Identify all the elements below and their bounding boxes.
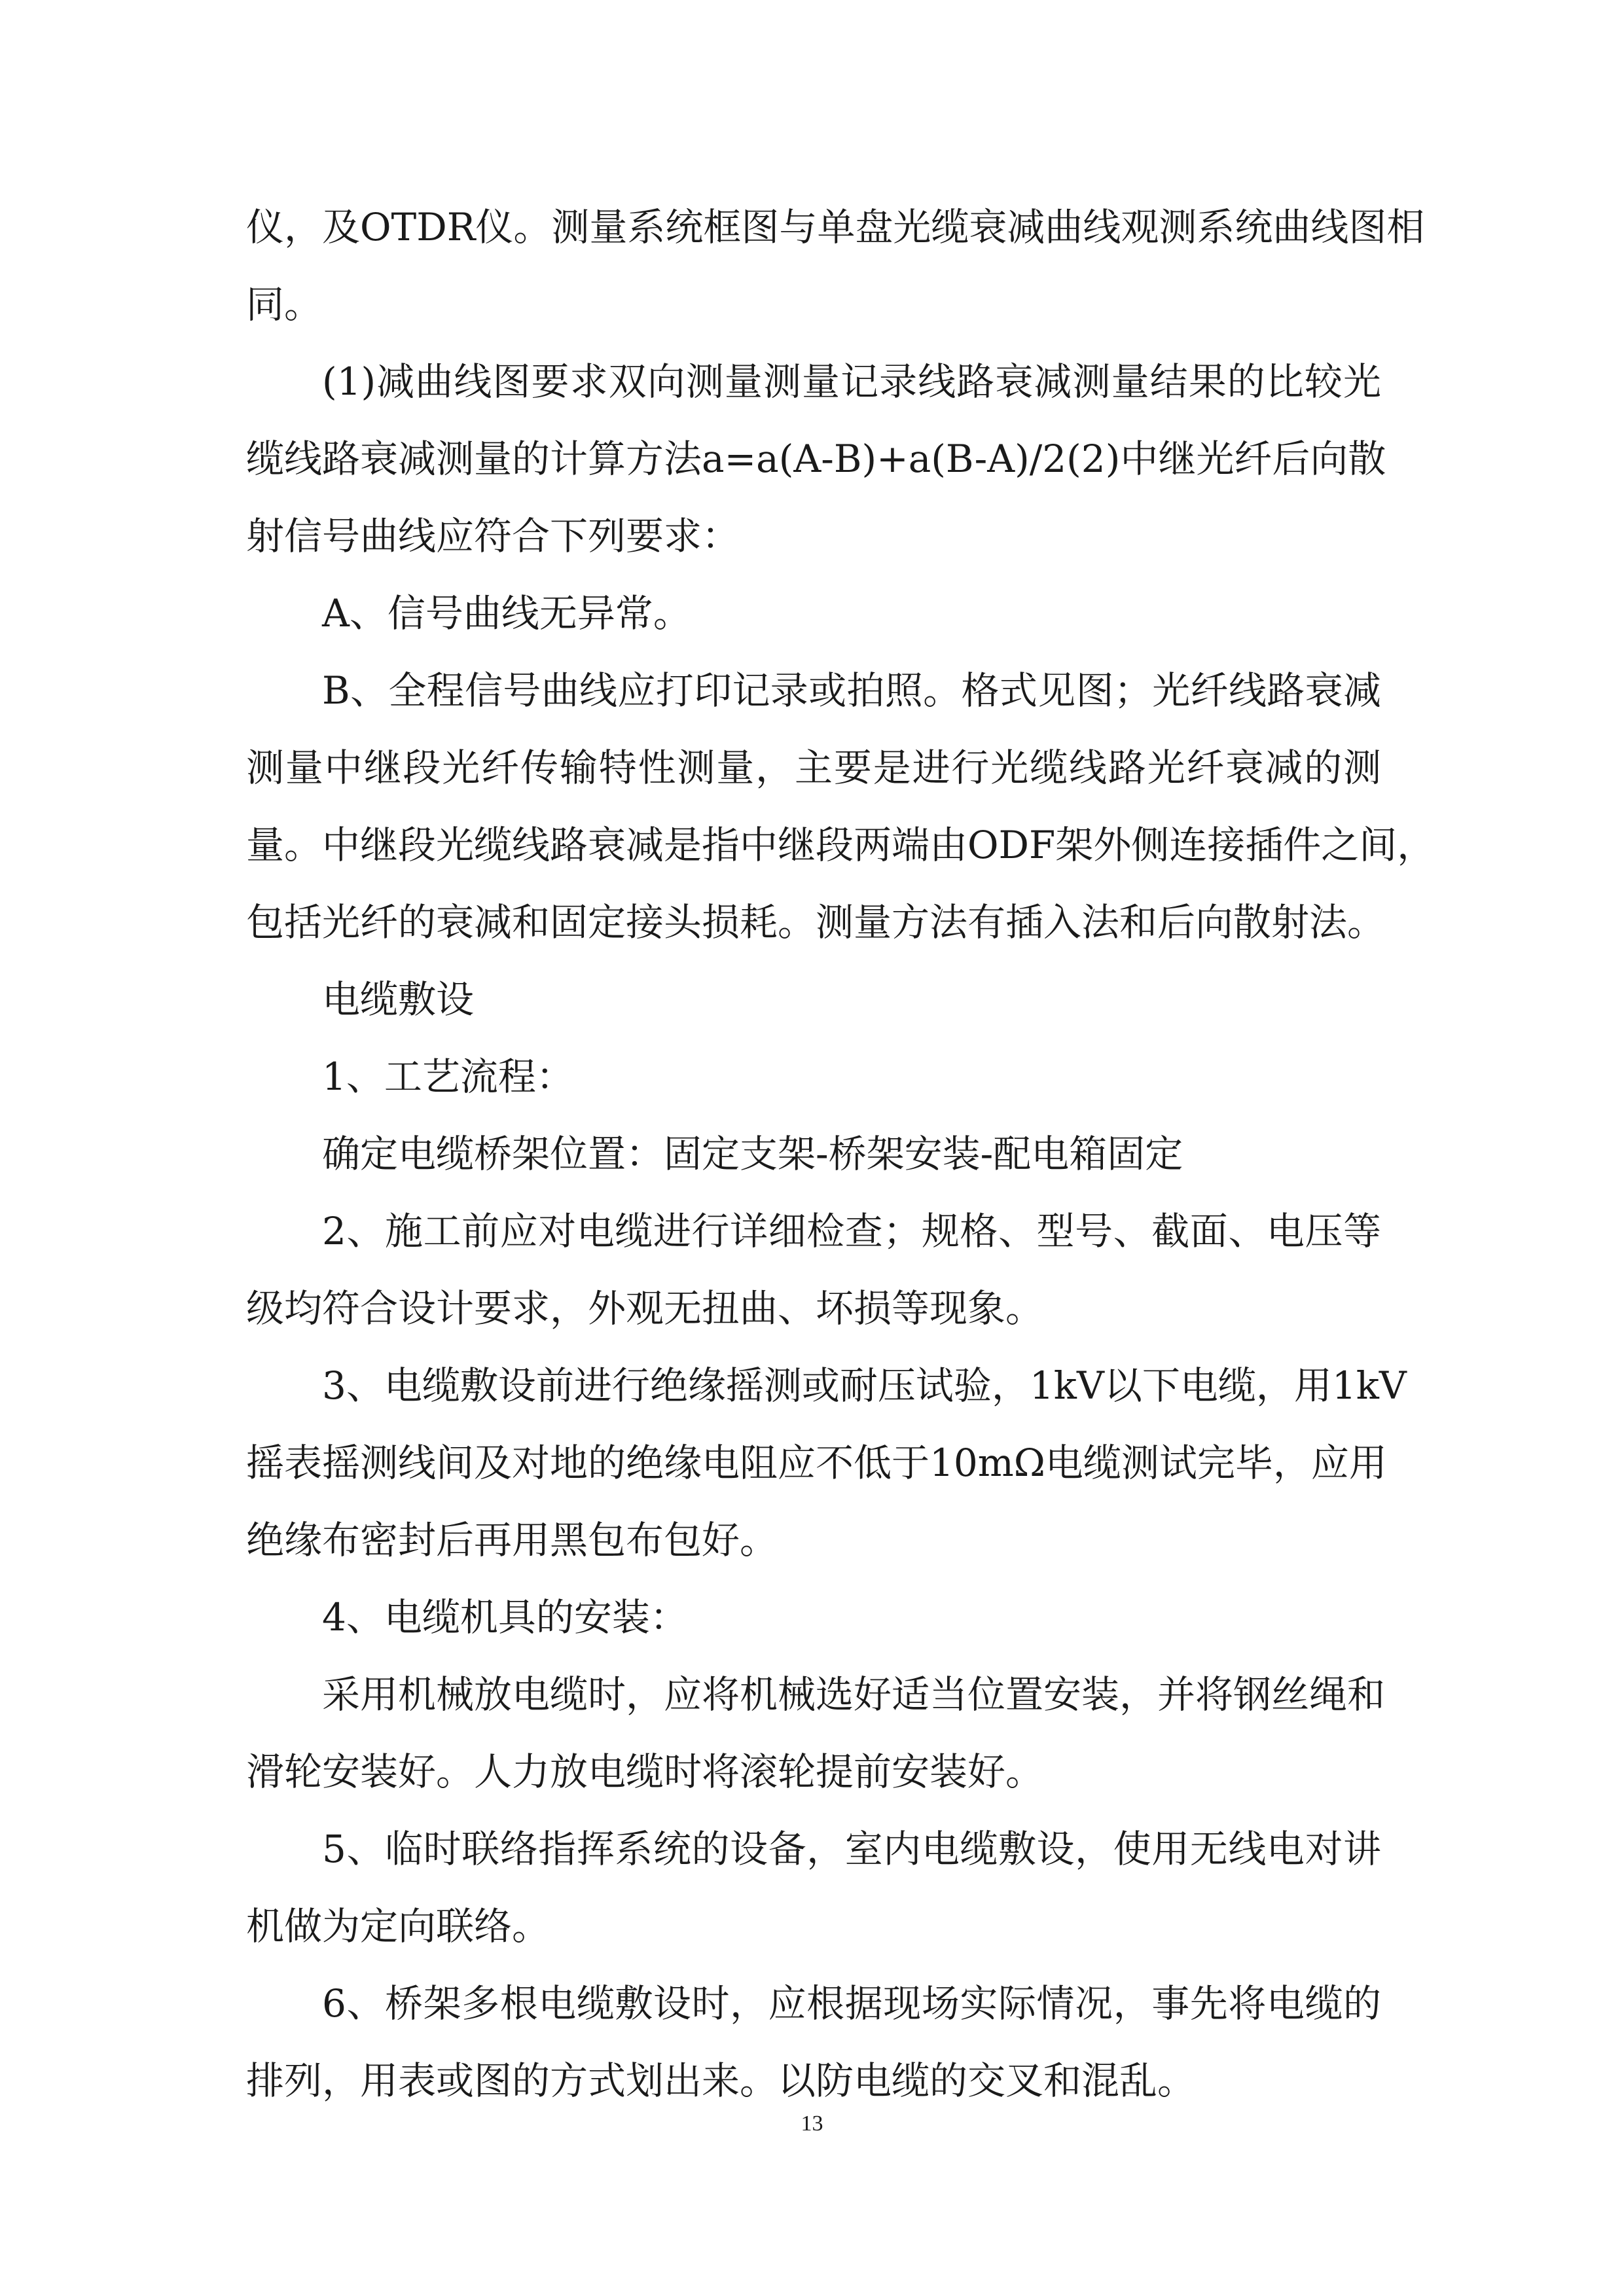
list-item-3: 3、电缆敷设前进行绝缘摇测或耐压试验，1kV以下电缆，用1kV [322,1363,1407,1408]
page-number: 13 [801,2111,823,2136]
list-item-4: 4、电缆机具的安装： [322,1595,688,1640]
paragraph-start-line: (1)减曲线图要求双向测量测量记录线路衰减测量结果的比较光 [322,359,1381,404]
section-heading: 电缆敷设 [322,977,475,1022]
process-flow-line: 确定电缆桥架位置：固定支架-桥架安装-配电箱固定 [322,1132,1183,1176]
text-line: 绝缘布密封后再用黑包布包好。 [246,1518,778,1562]
text-line: 排列，用表或图的方式划出来。以防电缆的交叉和混乱。 [246,2058,1196,2103]
text-line: 滑轮安装好。人力放电缆时将滚轮提前安装好。 [246,1749,1044,1794]
text-line: 缆线路衰减测量的计算方法a=a(A-B)+a(B-A)/2(2)中继光纤后向散 [246,437,1386,481]
text-line: 摇表摇测线间及对地的绝缘电阻应不低于10mΩ电缆测试完毕，应用 [246,1441,1387,1485]
text-line: 包括光纤的衰减和固定接头损耗。测量方法有插入法和后向散射法。 [246,900,1386,944]
paragraph-start-line: 采用机械放电缆时，应将机械选好适当位置安装，并将钢丝绳和 [322,1672,1386,1717]
list-item-a: A、信号曲线无异常。 [322,591,691,636]
list-item-1: 1、工艺流程： [322,1054,574,1099]
text-line: 同。 [246,282,323,327]
text-line: 级均符合设计要求，外观无扭曲、坏损等现象。 [246,1286,1044,1331]
list-item-6: 6、桥架多根电缆敷设时，应根据现场实际情况，事先将电缆的 [322,1981,1381,2026]
list-item-b: B、全程信号曲线应打印记录或拍照。格式见图；光纤线路衰减 [322,668,1381,713]
text-line: 测量中继段光纤传输特性测量，主要是进行光缆线路光纤衰减的测 [246,745,1381,790]
text-line: 机做为定向联络。 [246,1904,550,1948]
text-line: 仪，及OTDR仪。测量系统框图与单盘光缆衰减曲线观测系统曲线图相 [246,205,1425,249]
text-line: 射信号曲线应符合下列要求： [246,514,740,558]
text-line: 量。中继段光缆线路衰减是指中继段两端由ODF架外侧连接插件之间， [246,823,1435,867]
list-item-2: 2、施工前应对电缆进行详细检查；规格、型号、截面、电压等 [322,1209,1381,1253]
list-item-5: 5、临时联络指挥系统的设备，室内电缆敷设，使用无线电对讲 [322,1827,1381,1871]
body-text [246,188,1435,2119]
